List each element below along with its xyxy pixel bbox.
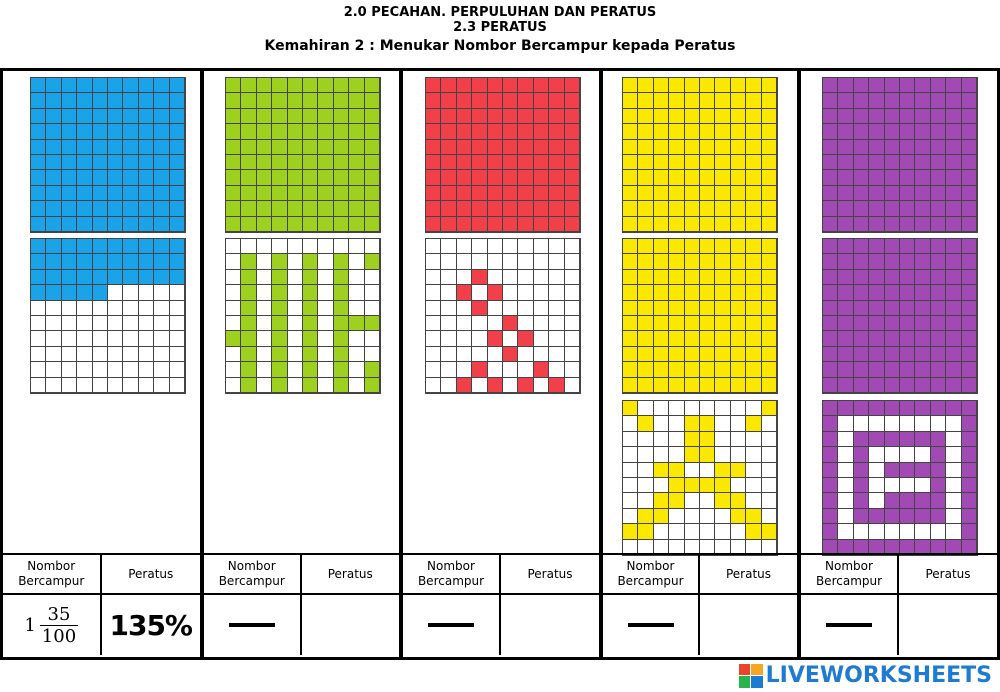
- hundred-grid: [822, 400, 978, 556]
- hundred-grid: [622, 238, 778, 394]
- header-mixed-number: Nombor Bercampur: [801, 555, 899, 595]
- percent-cell[interactable]: [899, 595, 997, 655]
- percent-cell[interactable]: [302, 595, 400, 655]
- liveworksheets-logo: [739, 663, 992, 688]
- header-percent: Peratus: [501, 555, 599, 595]
- hundred-grid: [225, 238, 381, 394]
- hundred-grid: [822, 77, 978, 233]
- hundred-grid: [30, 77, 186, 233]
- answer-table: [204, 553, 399, 657]
- dash-mark: [628, 623, 674, 627]
- worksheet-column-5: [798, 68, 1000, 660]
- fraction: [40, 604, 78, 647]
- whole-part: 1: [24, 614, 36, 636]
- hundred-grid: [225, 77, 381, 233]
- answer-table: [403, 553, 599, 657]
- title-section: 2.3 PERATUS: [453, 20, 547, 35]
- mixed-number-cell[interactable]: [801, 595, 899, 655]
- header-percent: Peratus: [302, 555, 400, 595]
- worksheet-column-3: [400, 68, 602, 660]
- header-mixed-number: Nombor Bercampur: [603, 555, 700, 595]
- answer-table: [801, 553, 997, 657]
- header-percent: Peratus: [102, 555, 201, 595]
- hundred-grid: [425, 77, 581, 233]
- worksheet-column-2: [201, 68, 402, 660]
- numerator: 35: [47, 603, 71, 625]
- dash-mark: [826, 623, 872, 627]
- dash-mark: [229, 623, 275, 627]
- percent-cell[interactable]: [102, 595, 201, 655]
- hundred-grid: [822, 238, 978, 394]
- percent-cell[interactable]: [501, 595, 599, 655]
- mixed-number-cell[interactable]: [204, 595, 302, 655]
- logo-badge-icon: [739, 664, 763, 688]
- hundred-grid: [425, 238, 581, 394]
- answer-table: [3, 553, 200, 657]
- worksheet-column-4: [600, 68, 800, 660]
- mixed-number: [24, 604, 78, 647]
- answer-table: [603, 553, 797, 657]
- title-skill: Kemahiran 2 : Menukar Nombor Bercampur kepada Peratus: [264, 38, 736, 54]
- denominator: 100: [41, 625, 77, 647]
- logo-text: LIVEWORKSHEETS: [765, 663, 992, 688]
- header-percent: Peratus: [899, 555, 997, 595]
- mixed-number-cell[interactable]: [3, 595, 102, 655]
- header-mixed-number: Nombor Bercampur: [3, 555, 102, 595]
- title-chapter: 2.0 PECAHAN. PERPULUHAN DAN PERATUS: [343, 5, 657, 20]
- header-mixed-number: Nombor Bercampur: [204, 555, 302, 595]
- worksheet-column-1: [0, 68, 203, 660]
- percent-value: 135%: [109, 608, 192, 642]
- hundred-grid: [30, 238, 186, 394]
- header-percent: Peratus: [700, 555, 797, 595]
- hundred-grid: [622, 400, 778, 556]
- header-mixed-number: Nombor Bercampur: [403, 555, 501, 595]
- percent-cell[interactable]: [700, 595, 797, 655]
- hundred-grid: [622, 77, 778, 233]
- mixed-number-cell[interactable]: [603, 595, 700, 655]
- dash-mark: [428, 623, 474, 627]
- mixed-number-cell[interactable]: [403, 595, 501, 655]
